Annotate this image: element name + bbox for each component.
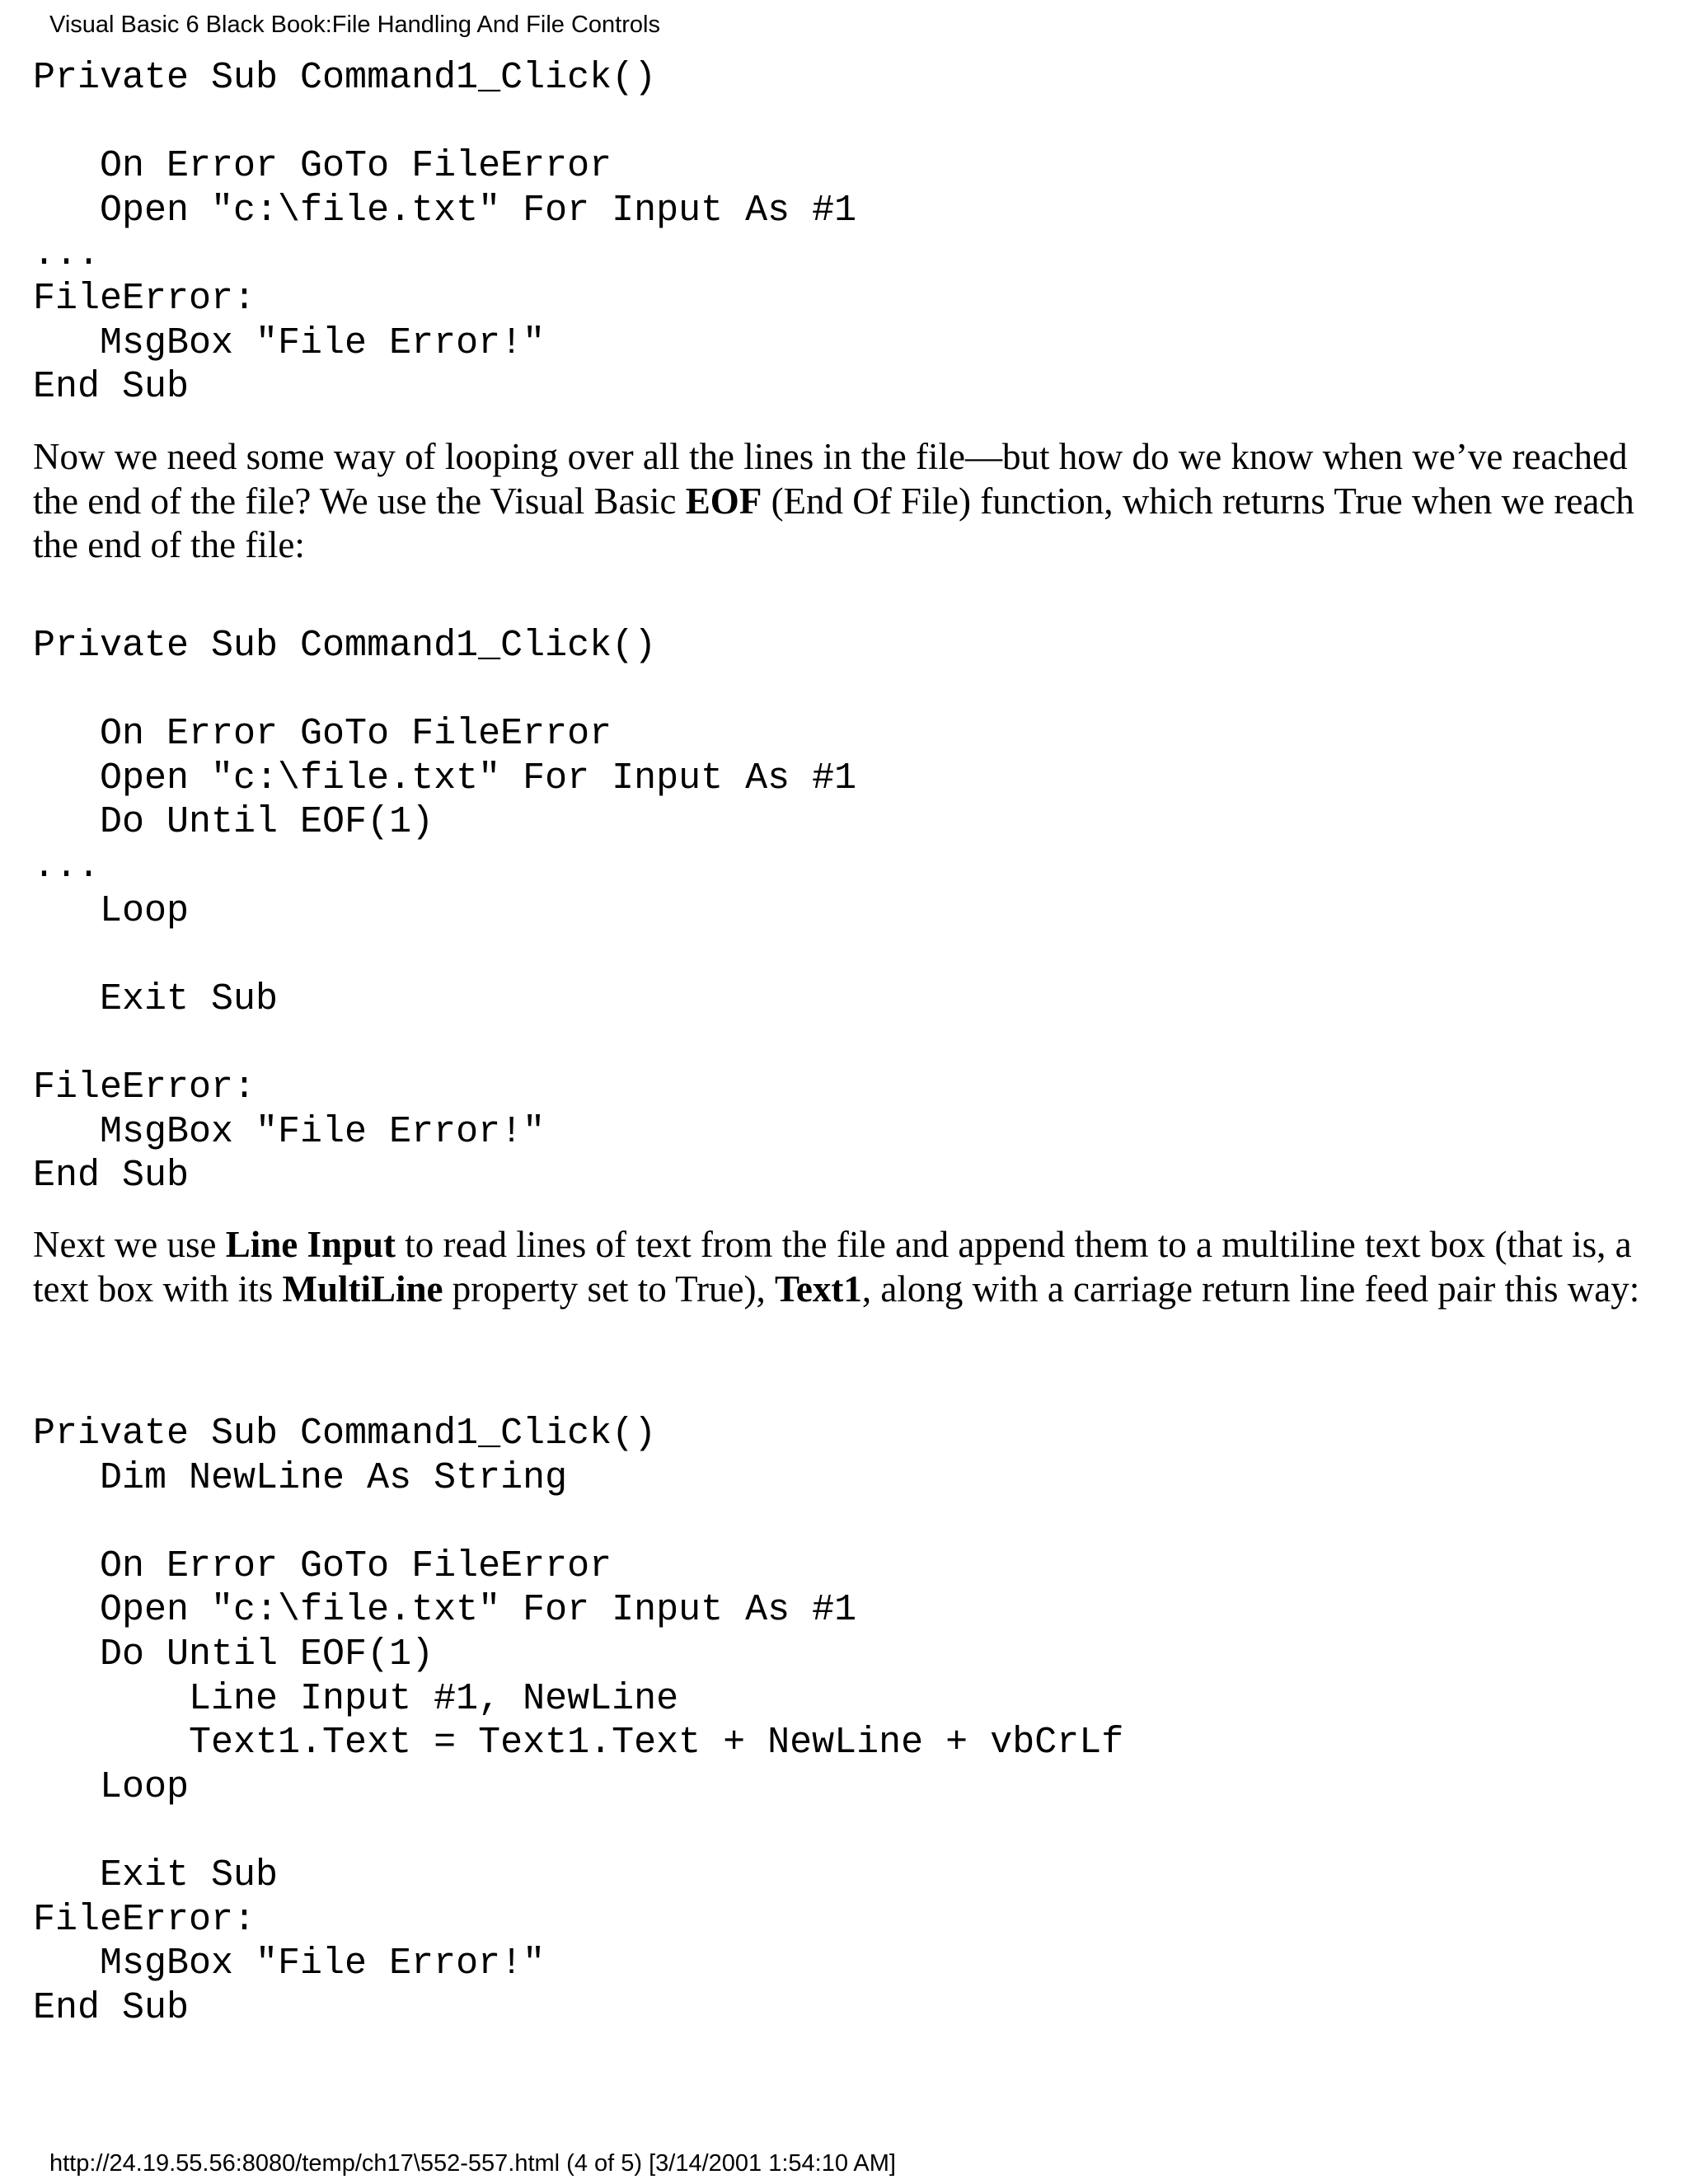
code-block-2 (33, 624, 856, 1198)
code-line: Private Sub Command1_Click() (33, 625, 657, 667)
code-line: Private Sub Command1_Click() (33, 1413, 657, 1455)
paragraph-text: Now we need some way of looping over all the lines in the file—but how do we know when we’ve reached the end of the file? We use the Visual Basic (33, 436, 1628, 522)
code-line: FileError: (33, 277, 256, 320)
code-line (33, 668, 856, 713)
code-line: Dim NewLine As String (33, 1456, 568, 1499)
code-line: ... (33, 845, 101, 888)
code-line: End Sub (33, 1986, 190, 2029)
code-line: Open "c:\file.txt" For Input As #1 (33, 1589, 857, 1632)
code-line: Open "c:\file.txt" For Input As #1 (33, 757, 857, 799)
code-line: Text1.Text = Text1.Text + NewLine + vbCrLf (33, 1722, 1124, 1765)
paragraph-text: to read lines of text from the file and append them to a multiline text box (that is, a text box with its (33, 1224, 1632, 1310)
keyword-text1: Text1 (775, 1268, 862, 1310)
paragraph-eof (33, 435, 1665, 568)
page-footer-url: http://24.19.55.56:8080/temp/ch17\552-557.html (4 of 5) [3/14/2001 1:54:10 AM] (49, 2150, 896, 2177)
code-line: MsgBox "File Error!" (33, 1943, 546, 1985)
code-line (33, 1809, 1123, 1854)
keyword-eof: EOF (685, 480, 762, 522)
code-line: End Sub (33, 1155, 190, 1197)
code-line: MsgBox "File Error!" (33, 1110, 546, 1153)
code-line: Loop (33, 889, 190, 932)
code-line: Open "c:\file.txt" For Input As #1 (33, 189, 857, 232)
code-line: Exit Sub (33, 1854, 279, 1896)
paragraph-text: Next we use (33, 1224, 226, 1265)
code-line (33, 1021, 856, 1066)
paragraph-text: property set to True), (443, 1268, 775, 1310)
code-line (33, 933, 856, 977)
code-line: Exit Sub (33, 977, 279, 1020)
code-line: End Sub (33, 366, 190, 409)
code-line: On Error GoTo FileError (33, 713, 612, 756)
code-line: On Error GoTo FileError (33, 145, 612, 188)
keyword-line-input: Line Input (225, 1224, 396, 1265)
code-line: Do Until EOF(1) (33, 1633, 434, 1675)
code-line: Loop (33, 1765, 190, 1808)
code-line: MsgBox "File Error!" (33, 321, 546, 364)
code-line: ... (33, 233, 101, 276)
page-header: Visual Basic 6 Black Book:File Handling And File Controls (49, 12, 660, 38)
code-line (33, 1500, 1123, 1544)
code-line (33, 101, 856, 145)
code-line: FileError: (33, 1898, 256, 1941)
paragraph-text: , along with a carriage return line feed pair this way: (861, 1268, 1640, 1310)
code-line: Line Input #1, NewLine (33, 1677, 679, 1720)
paragraph-line-input (33, 1223, 1665, 1311)
code-line: Private Sub Command1_Click() (33, 57, 657, 99)
code-line: On Error GoTo FileError (33, 1544, 612, 1587)
keyword-multiline: MultiLine (282, 1268, 443, 1310)
paragraph-text: (End Of File) function, which returns True when we reach the end of the file: (33, 480, 1634, 566)
code-line: FileError: (33, 1066, 256, 1108)
code-block-1 (33, 56, 856, 410)
code-block-3 (33, 1412, 1123, 2030)
code-line: Do Until EOF(1) (33, 801, 434, 844)
